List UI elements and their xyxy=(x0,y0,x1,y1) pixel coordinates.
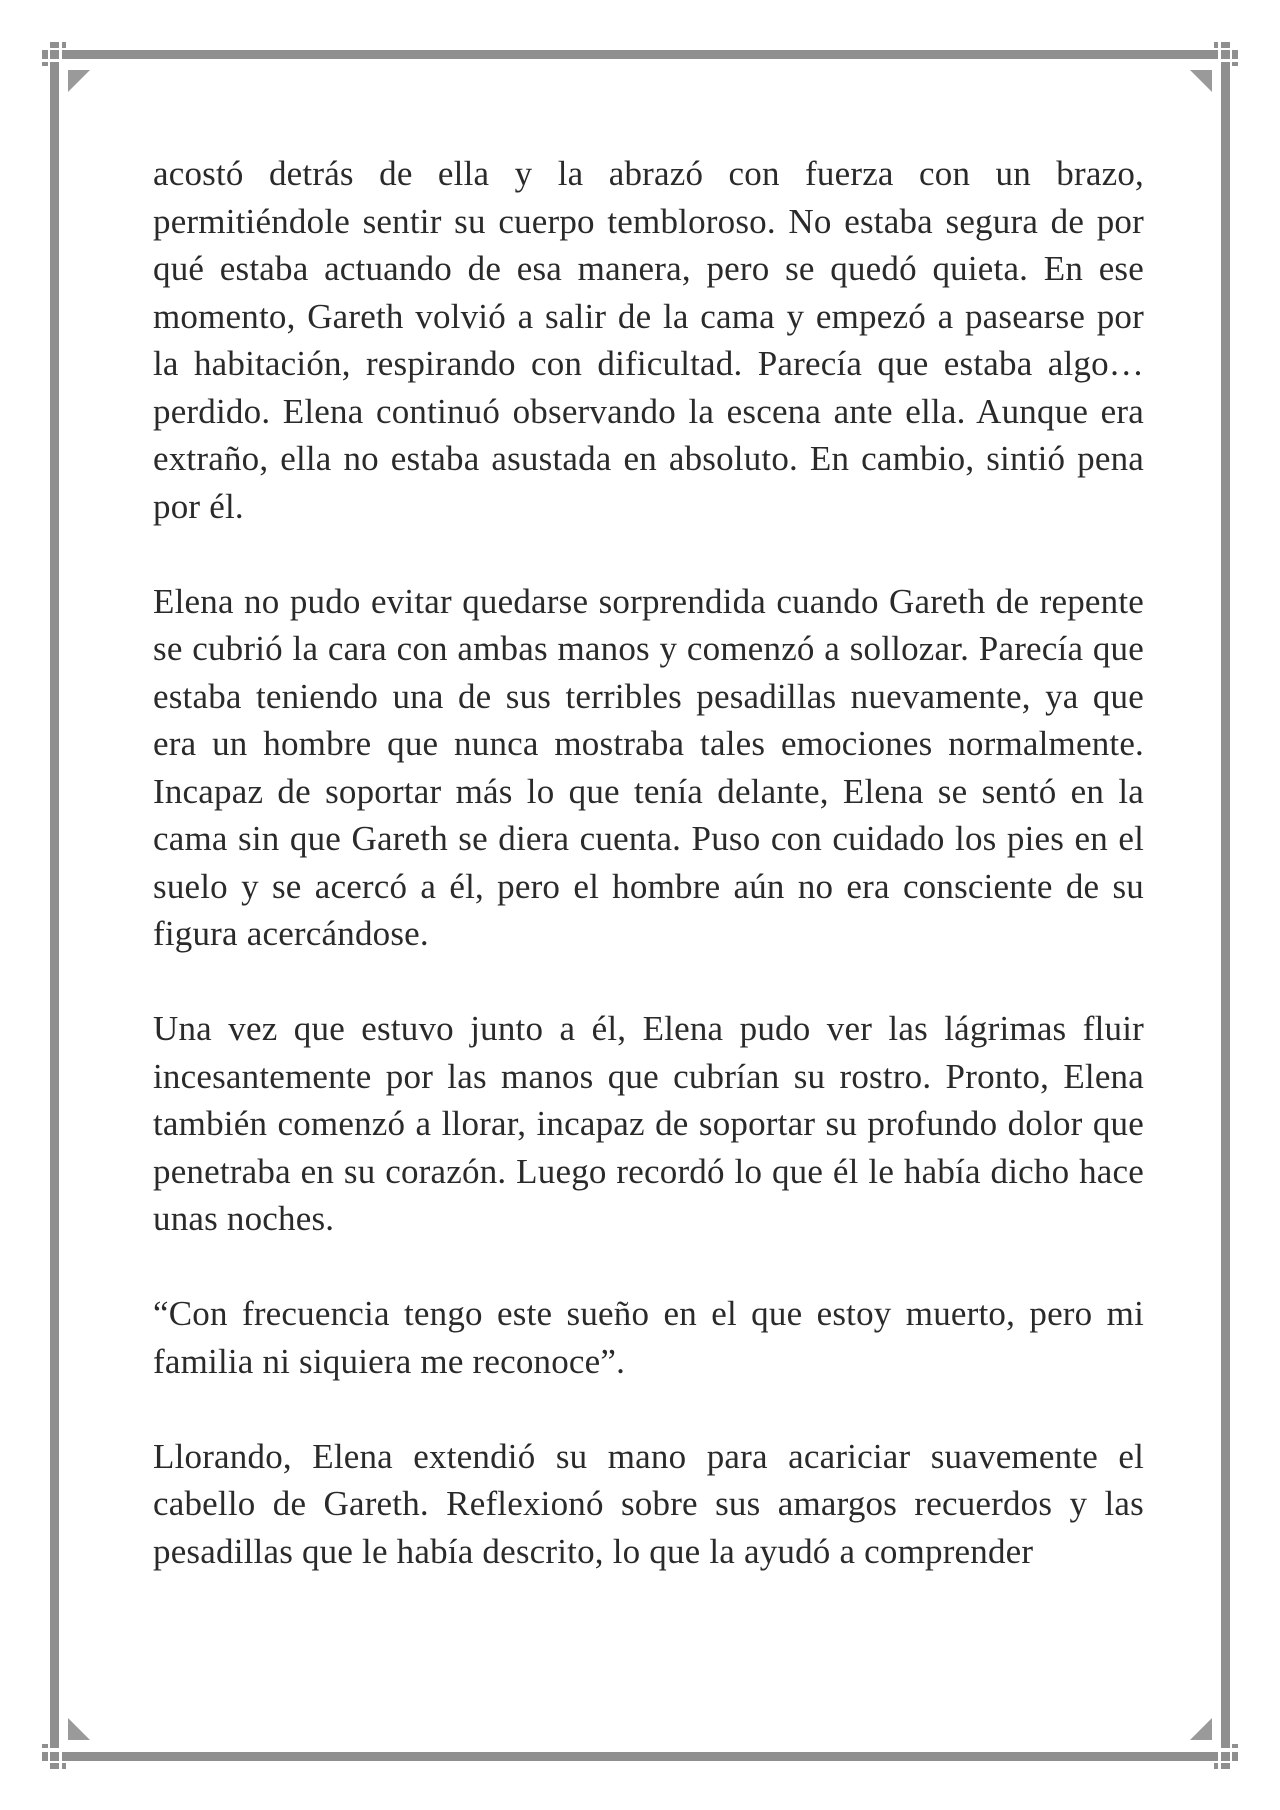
frame-bottom-bar xyxy=(62,1752,1218,1761)
paragraph-2: Elena no pudo evitar quedarse sorprendida cuando Gareth de repente se cubrió la cara con ambas manos y comenzó a sollozar. Parecía que estaba teniendo una de sus terribles pesadillas nuevamente, ya que era un hombre que nunca mostraba tales emociones normalmente. Incapaz de soportar más lo que tenía delante, Elena se sentó en la cama sin que Gareth se diera cuenta. Puso con cuidado los pies en el suelo y se acercó a él, pero el hombre aún no era consciente de su figura acercándose. xyxy=(153,581,1144,953)
body-text xyxy=(153,150,1144,1575)
paragraph-3: Una vez que estuvo junto a él, Elena pudo ver las lágrimas fluir incesantemente por las manos que cubrían su rostro. Pronto, Elena también comenzó a llorar, incapaz de soportar su profundo dolor que penetraba en su corazón. Luego recordó lo que él le había dicho hace unas noches. xyxy=(153,1009,1144,1238)
paragraph-5: Llorando, Elena extendió su mano para acariciar suavemente el cabello de Gareth. Reflexionó sobre sus amargos recuerdos y las pesadillas que le había descrito, lo que la ayudó a comprender xyxy=(153,1436,1144,1571)
frame-right-bar xyxy=(1221,62,1230,1748)
frame-top-bar xyxy=(62,50,1218,59)
frame-left-bar xyxy=(50,62,59,1748)
paragraph-4: “Con frecuencia tengo este sueño en el que estoy muerto, pero mi familia ni siquiera me reconoce”. xyxy=(153,1294,1144,1381)
paragraph-1: acostó detrás de ella y la abrazó con fuerza con un brazo, permitiéndole sentir su cuerpo tembloroso. No estaba segura de por qué estaba actuando de esa manera, pero se quedó quieta. En ese momento, Gareth volvió a salir de la cama y empezó a pasearse por la habitación, respirando con dificultad. Parecía que estaba algo… perdido. Elena continuó observando la escena ante ella. Aunque era extraño, ella no estaba asustada en absoluto. En cambio, sintió pena por él. xyxy=(153,154,1144,526)
